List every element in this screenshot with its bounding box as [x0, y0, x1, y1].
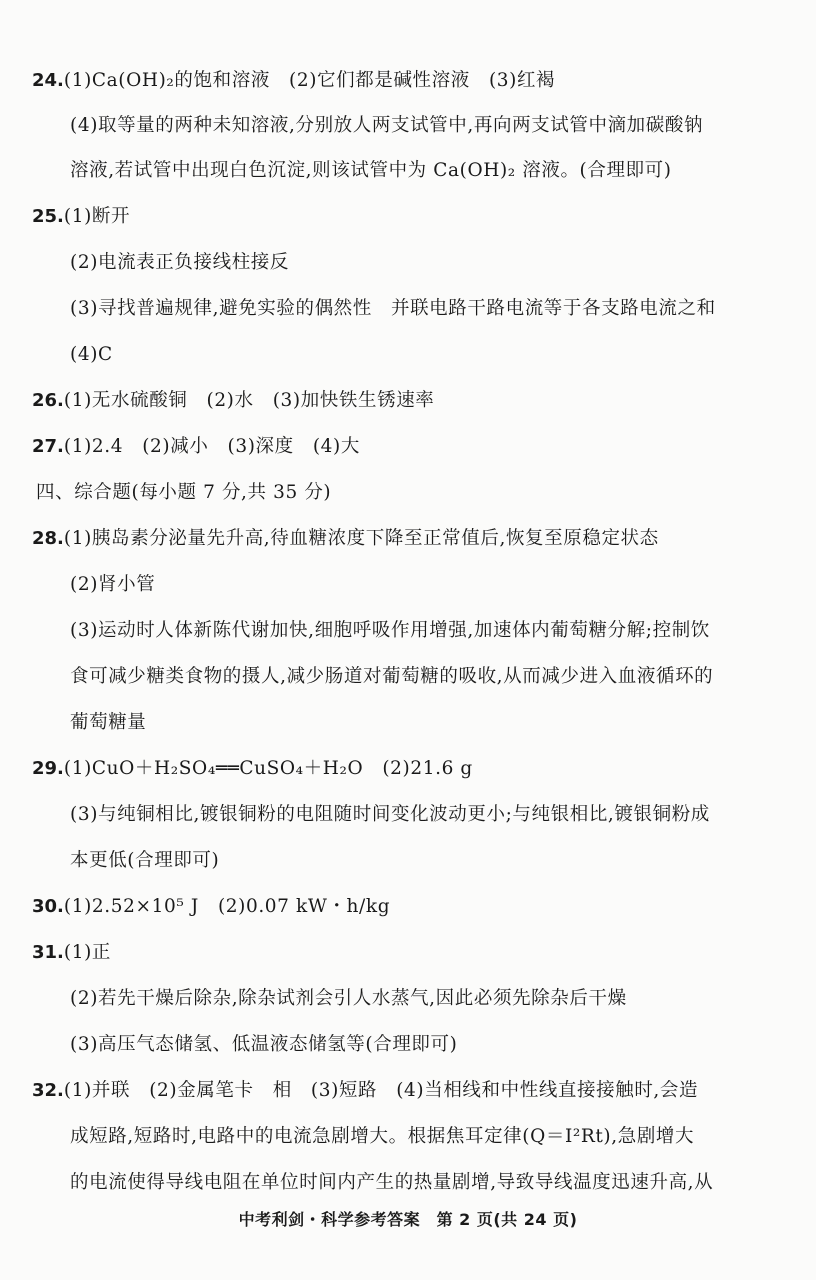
q24-number: 24.	[32, 70, 64, 91]
q29-text-1: (1)CuO＋H₂SO₄══CuSO₄＋H₂O (2)21.6 g	[63, 758, 473, 779]
q28-line2: (2)肾小管	[70, 574, 156, 595]
q25-number: 25.	[32, 206, 64, 227]
q32-line3: 的电流使得导线电阻在单位时间内产生的热量剧增,导致导线温度迅速升高,从	[70, 1172, 714, 1193]
q25-line1	[32, 204, 130, 230]
q24-line1	[32, 68, 555, 94]
q31-number: 31.	[32, 942, 64, 963]
q32-number: 32.	[32, 1080, 64, 1101]
q29-line2: (3)与纯铜相比,镀银铜粉的电阻随时间变化波动更小;与纯银相比,镀银铜粉成	[70, 804, 710, 825]
q25-line4: (4)C	[70, 344, 113, 365]
q27-text-1: (1)2.4 (2)减小 (3)深度 (4)大	[63, 436, 360, 457]
q30-number: 30.	[32, 896, 64, 917]
page-footer: 中考利剑・科学参考答案 第 2 页(共 24 页)	[238, 1210, 578, 1229]
section-4-heading: 四、综合题(每小题 7 分,共 35 分)	[36, 482, 332, 503]
q31-line3: (3)高压气态储氢、低温液态储氢等(合理即可)	[70, 1034, 458, 1055]
q30-line1	[32, 894, 390, 920]
q29-line1	[32, 756, 473, 782]
q31-line1	[32, 940, 111, 966]
q24-line2: (4)取等量的两种未知溶液,分别放人两支试管中,再向两支试管中滴加碳酸钠	[70, 115, 704, 136]
q30-text-1: (1)2.52×10⁵ J (2)0.07 kW・h/kg	[63, 896, 391, 917]
q28-line5: 葡萄糖量	[70, 712, 147, 733]
q24-text-1: (1)Ca(OH)₂的饱和溶液 (2)它们都是碱性溶液 (3)红褐	[63, 70, 556, 91]
q28-line1	[32, 526, 659, 552]
q31-line2: (2)若先干燥后除杂,除杂试剂会引人水蒸气,因此必须先除杂后干燥	[70, 988, 627, 1009]
q28-number: 28.	[32, 528, 64, 549]
q25-text-1: (1)断开	[63, 206, 131, 227]
q26-text-1: (1)无水硫酸铜 (2)水 (3)加快铁生锈速率	[63, 390, 435, 411]
q26-line1	[32, 388, 434, 414]
q29-number: 29.	[32, 758, 64, 779]
q25-line3: (3)寻找普遍规律,避免实验的偶然性 并联电路干路电流等于各支路电流之和	[70, 298, 716, 319]
q31-text-1: (1)正	[63, 942, 111, 963]
q27-number: 27.	[32, 436, 64, 457]
q28-line4: 食可减少糖类食物的摄人,减少肠道对葡萄糖的吸收,从而减少进入血液循环的	[70, 666, 714, 687]
q24-line3: 溶液,若试管中出现白色沉淀,则该试管中为 Ca(OH)₂ 溶液。(合理即可)	[70, 160, 672, 181]
q26-number: 26.	[32, 390, 64, 411]
q32-line1	[32, 1078, 698, 1104]
q32-text-1: (1)并联 (2)金属笔卡 相 (3)短路 (4)当相线和中性线直接接触时,会造	[63, 1080, 699, 1101]
q27-line1	[32, 434, 360, 460]
q29-line3: 本更低(合理即可)	[70, 850, 220, 871]
q28-line3: (3)运动时人体新陈代谢加快,细胞呼吸作用增强,加速体内葡萄糖分解;控制饮	[70, 620, 710, 641]
q28-text-1: (1)胰岛素分泌量先升高,待血糖浓度下降至正常值后,恢复至原稳定状态	[63, 528, 659, 549]
q32-line2: 成短路,短路时,电路中的电流急剧增大。根据焦耳定律(Q＝I²Rt),急剧增大	[70, 1126, 695, 1147]
q25-line2: (2)电流表正负接线柱接反	[70, 252, 290, 273]
